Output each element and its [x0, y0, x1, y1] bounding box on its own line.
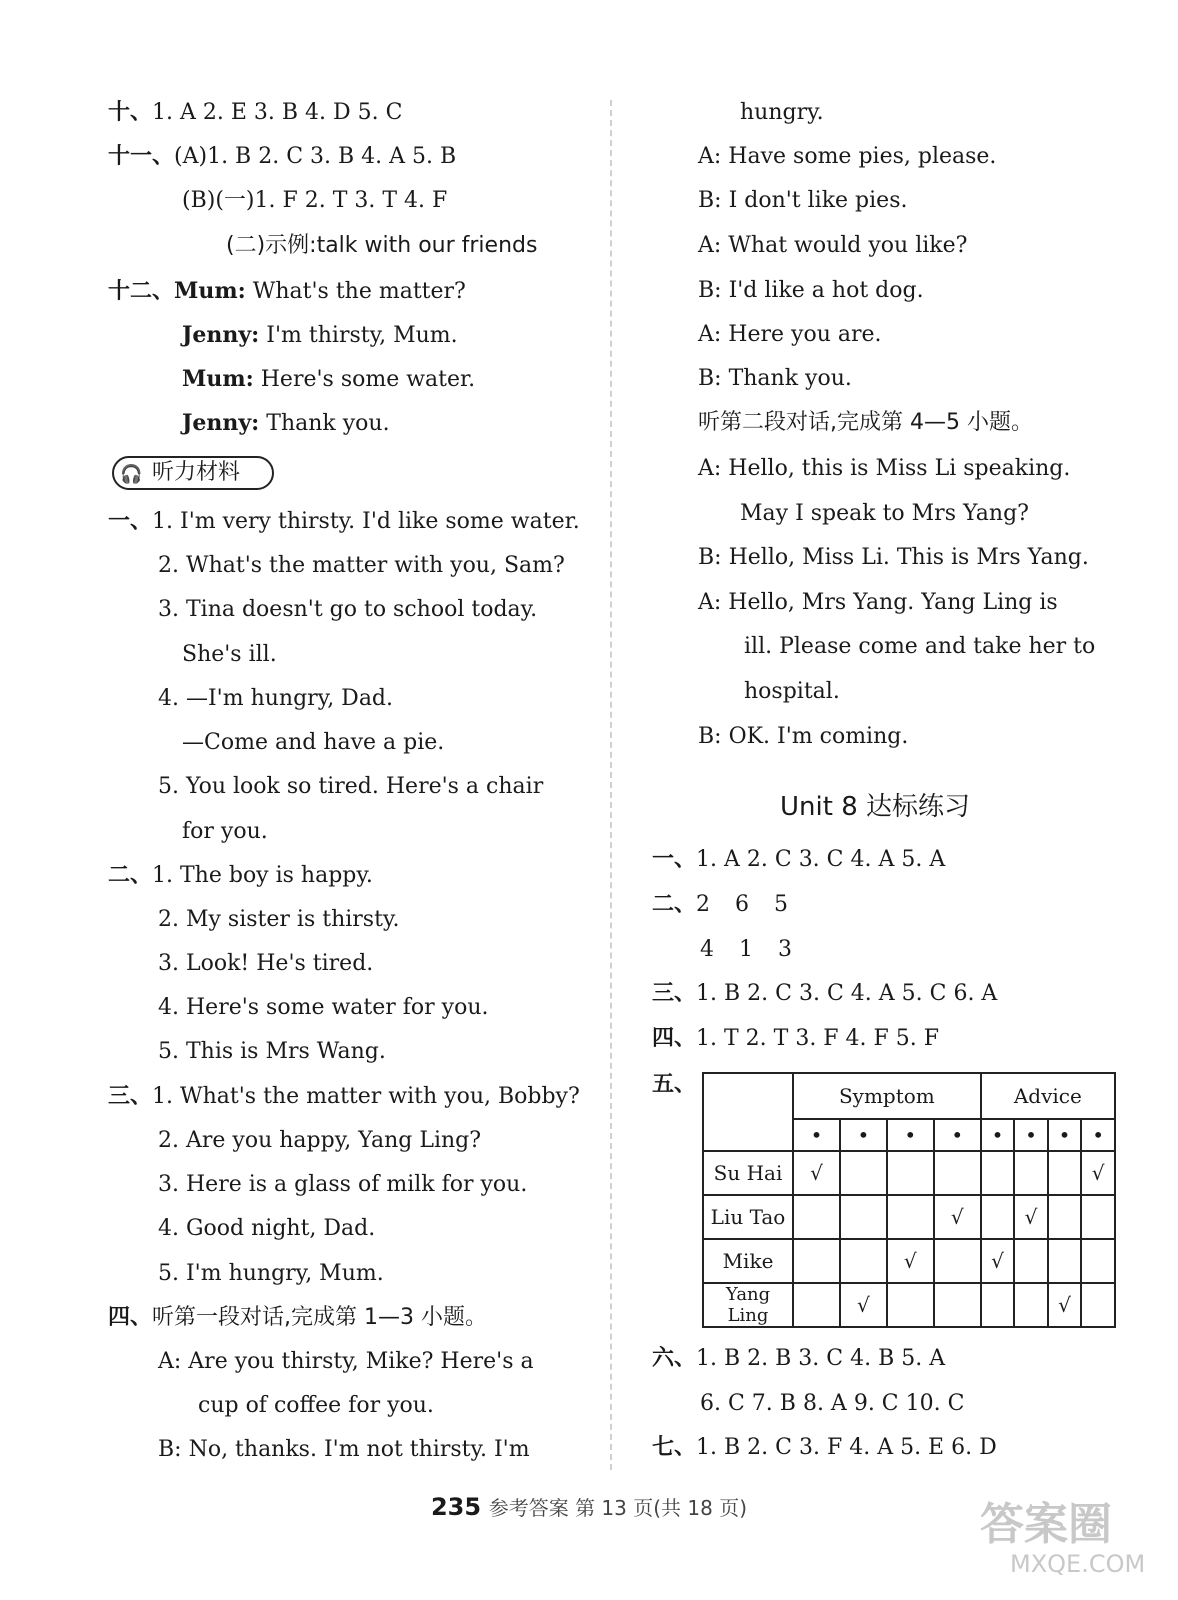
- unit-title: Unit 8 达标练习: [780, 792, 970, 822]
- dot: •: [1081, 1119, 1115, 1151]
- dialog-line: A: Hello, Mrs Yang. Yang Ling is: [698, 590, 1058, 615]
- cell: [793, 1239, 840, 1283]
- part2-line: 4. Here's some water for you.: [158, 995, 489, 1020]
- dialog-line: May I speak to Mrs Yang?: [740, 501, 1029, 526]
- section-12-line: Jenny: I'm thirsty, Mum.: [182, 322, 458, 348]
- check-mark: √: [1081, 1151, 1115, 1195]
- check-mark: √: [793, 1151, 840, 1195]
- dialog-line: ill. Please come and take her to: [744, 634, 1096, 659]
- part2-line: 二、1. The boy is happy.: [108, 863, 373, 888]
- listening-material-label: 🎧 听力材料: [112, 456, 274, 490]
- cell: [981, 1195, 1015, 1239]
- cell: [1014, 1239, 1048, 1283]
- section-11: 十一、(A)1. B 2. C 3. B 4. A 5. B: [108, 144, 457, 169]
- part3-line: 4. Good night, Dad.: [158, 1216, 376, 1241]
- footer-text: 参考答案 第 13 页(共 18 页): [488, 1496, 748, 1520]
- dialog2-intro: 听第二段对话,完成第 4—5 小题。: [698, 410, 1033, 435]
- cell: [981, 1283, 1015, 1327]
- part1-line: —Come and have a pie.: [182, 730, 445, 755]
- cell: [840, 1239, 887, 1283]
- dialog-line: B: Thank you.: [698, 366, 852, 391]
- row-name: Yang Ling: [703, 1283, 793, 1327]
- section-12-line: Mum: Here's some water.: [182, 366, 476, 392]
- check-mark: √: [1048, 1283, 1082, 1327]
- cell: [887, 1195, 934, 1239]
- part2-line: 5. This is Mrs Wang.: [158, 1039, 386, 1064]
- check-mark: √: [887, 1239, 934, 1283]
- dot: •: [1048, 1119, 1082, 1151]
- part3-line: 三、1. What's the matter with you, Bobby?: [108, 1084, 580, 1109]
- row-name: Su Hai: [703, 1151, 793, 1195]
- cell: [1081, 1195, 1115, 1239]
- check-mark: √: [840, 1283, 887, 1327]
- section-12-line: 十二、Mum: What's the matter?: [108, 278, 466, 304]
- table-row: [703, 1151, 1115, 1195]
- watermark-logo: 答案圈: [980, 1499, 1112, 1550]
- cell: [793, 1283, 840, 1327]
- table-row: [703, 1195, 1115, 1239]
- part1-line: 3. Tina doesn't go to school today.: [158, 597, 538, 622]
- dot: •: [1014, 1119, 1048, 1151]
- cell: [840, 1195, 887, 1239]
- section-11-c: (二)示例:talk with our friends: [226, 233, 538, 258]
- cell: [934, 1151, 981, 1195]
- dot: •: [887, 1119, 934, 1151]
- unit-section-1: 一、1. A 2. C 3. C 4. A 5. A: [652, 847, 946, 872]
- part3-line: 2. Are you happy, Yang Ling?: [158, 1128, 482, 1153]
- cell: [1048, 1151, 1082, 1195]
- watermark-url: MXQE.COM: [1010, 1550, 1146, 1578]
- part4-line: B: No, thanks. I'm not thirsty. I'm: [158, 1437, 530, 1462]
- table-row: [703, 1283, 1115, 1327]
- cell: [1081, 1239, 1115, 1283]
- cell: [1014, 1151, 1048, 1195]
- unit-section-5-label: 五、: [652, 1072, 697, 1097]
- dialog-line: B: I don't like pies.: [698, 188, 908, 213]
- part1-line: 一、1. I'm very thirsty. I'd like some water.: [108, 509, 580, 534]
- part2-line: 3. Look! He's tired.: [158, 951, 374, 976]
- cell: [887, 1151, 934, 1195]
- part4-line: cup of coffee for you.: [198, 1393, 434, 1418]
- watermark: [980, 1500, 1145, 1578]
- row-name: Mike: [703, 1239, 793, 1283]
- dialog-line: B: I'd like a hot dog.: [698, 278, 924, 303]
- section-12-line: Jenny: Thank you.: [182, 410, 390, 436]
- cell: [1048, 1195, 1082, 1239]
- part2-line: 2. My sister is thirsty.: [158, 907, 400, 932]
- section-11-b: (B)(一)1. F 2. T 3. T 4. F: [182, 188, 448, 213]
- dot: •: [934, 1119, 981, 1151]
- cell: [934, 1283, 981, 1327]
- headphones-icon: 🎧: [120, 464, 143, 485]
- dialog-line: B: Hello, Miss Li. This is Mrs Yang.: [698, 545, 1089, 570]
- check-mark: √: [981, 1239, 1015, 1283]
- row-name: Liu Tao: [703, 1195, 793, 1239]
- table-row: [703, 1239, 1115, 1283]
- dialog-line: A: Hello, this is Miss Li speaking.: [698, 456, 1071, 481]
- part3-line: 5. I'm hungry, Mum.: [158, 1261, 384, 1286]
- section-10: 十、1. A 2. E 3. B 4. D 5. C: [108, 100, 403, 125]
- part1-line: She's ill.: [182, 642, 277, 667]
- part1-line: 4. —I'm hungry, Dad.: [158, 686, 394, 711]
- cell: [1048, 1239, 1082, 1283]
- part1-line: 5. You look so tired. Here's a chair: [158, 774, 544, 799]
- unit-section-2-row2: 4 1 3: [700, 937, 792, 962]
- part4-intro: 四、听第一段对话,完成第 1—3 小题。: [108, 1305, 487, 1330]
- column-divider: [610, 100, 612, 1470]
- cell: [840, 1151, 887, 1195]
- dialog-line: B: OK. I'm coming.: [698, 724, 909, 749]
- dot: •: [981, 1119, 1015, 1151]
- part1-line: 2. What's the matter with you, Sam?: [158, 553, 565, 578]
- dialog-line: hungry.: [740, 100, 824, 125]
- unit-section-6: 六、1. B 2. B 3. C 4. B 5. A: [652, 1346, 946, 1371]
- page-number: 235: [430, 1493, 482, 1521]
- header-advice: Advice: [981, 1073, 1115, 1119]
- unit-section-3: 三、1. B 2. C 3. C 4. A 5. C 6. A: [652, 981, 998, 1006]
- check-mark: √: [1014, 1195, 1048, 1239]
- unit-section-7: 七、1. B 2. C 3. F 4. A 5. E 6. D: [652, 1435, 997, 1460]
- cell: [981, 1151, 1015, 1195]
- unit-section-4: 四、1. T 2. T 3. F 4. F 5. F: [652, 1026, 940, 1051]
- cell: [793, 1195, 840, 1239]
- dialog-line: A: What would you like?: [698, 233, 968, 258]
- part1-line: for you.: [182, 819, 268, 844]
- symptom-advice-table: [702, 1072, 1116, 1328]
- dot: •: [840, 1119, 887, 1151]
- dot: •: [793, 1119, 840, 1151]
- check-mark: √: [934, 1195, 981, 1239]
- dialog-line: A: Here you are.: [698, 322, 882, 347]
- cell: [887, 1283, 934, 1327]
- dialog-line: hospital.: [744, 679, 840, 704]
- part3-line: 3. Here is a glass of milk for you.: [158, 1172, 528, 1197]
- part4-line: A: Are you thirsty, Mike? Here's a: [158, 1349, 534, 1374]
- header-symptom: Symptom: [793, 1073, 981, 1119]
- unit-section-2: 二、2 6 5: [652, 892, 788, 917]
- unit-section-6-row2: 6. C 7. B 8. A 9. C 10. C: [700, 1391, 965, 1416]
- cell: [1081, 1283, 1115, 1327]
- cell: [934, 1239, 981, 1283]
- cell: [1014, 1283, 1048, 1327]
- table-corner: [703, 1073, 793, 1151]
- dialog-line: A: Have some pies, please.: [698, 144, 997, 169]
